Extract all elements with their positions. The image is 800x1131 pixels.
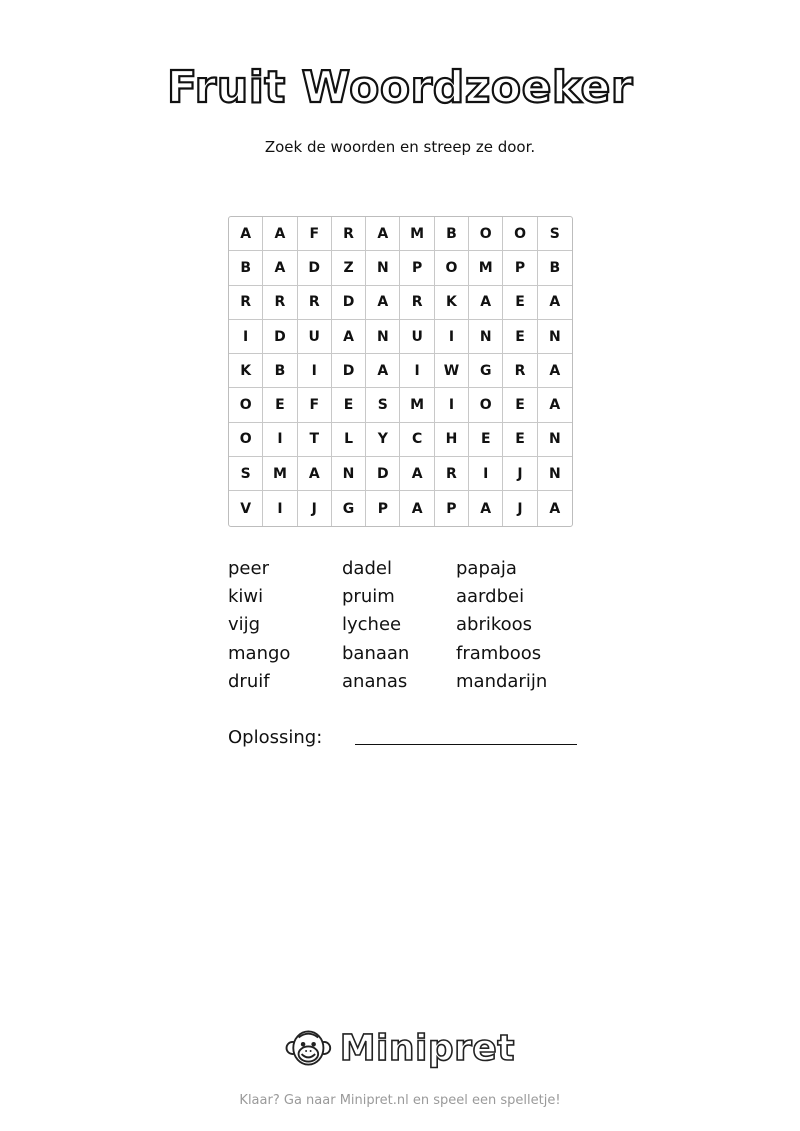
grid-cell[interactable]: I [435, 320, 469, 354]
grid-cell[interactable]: P [503, 251, 537, 285]
grid-cell[interactable]: F [298, 217, 332, 251]
grid-cell[interactable]: N [366, 251, 400, 285]
grid-cell[interactable]: B [435, 217, 469, 251]
word-item: dadel [342, 558, 392, 579]
word-item: papaja [456, 558, 517, 579]
word-item: mandarijn [456, 670, 548, 692]
grid-cell[interactable]: A [366, 217, 400, 251]
grid-cell[interactable]: B [538, 251, 572, 285]
grid-cell[interactable]: A [469, 491, 503, 525]
grid-cell[interactable]: E [263, 388, 297, 422]
grid-cell[interactable]: D [332, 286, 366, 320]
grid-cell[interactable]: A [400, 457, 434, 491]
grid-cell[interactable]: A [538, 354, 572, 388]
grid-cell[interactable]: D [366, 457, 400, 491]
grid-cell[interactable]: A [366, 354, 400, 388]
word-item: pruim [342, 586, 395, 608]
grid-cell[interactable]: J [298, 491, 332, 525]
monkey-icon [285, 1020, 332, 1076]
solution-answer-line [355, 744, 577, 745]
grid-cell[interactable]: O [469, 388, 503, 422]
grid-cell[interactable]: I [469, 457, 503, 491]
grid-cell[interactable]: S [366, 388, 400, 422]
word-item: mango [228, 642, 291, 664]
word-item: lychee [342, 614, 402, 636]
grid-cell[interactable]: M [400, 388, 434, 422]
footer-text: Klaar? Ga naar Minipret.nl en speel een spelletje! [239, 1093, 561, 1108]
grid-cell[interactable]: A [263, 251, 297, 285]
grid-cell[interactable]: D [298, 251, 332, 285]
grid-cell[interactable]: J [503, 457, 537, 491]
grid-cell[interactable]: P [400, 251, 434, 285]
grid-cell[interactable]: E [503, 286, 537, 320]
grid-cell[interactable]: K [435, 286, 469, 320]
grid-cell[interactable]: J [503, 491, 537, 525]
grid-cell[interactable]: D [332, 354, 366, 388]
grid-cell[interactable]: Z [332, 251, 366, 285]
grid-cell[interactable]: S [229, 457, 263, 491]
grid-cell[interactable]: A [298, 457, 332, 491]
word-item: aardbei [456, 586, 525, 608]
letter-grid [228, 216, 573, 527]
grid-cell[interactable]: Y [366, 423, 400, 457]
grid-cell[interactable]: U [400, 320, 434, 354]
grid-cell[interactable]: B [229, 251, 263, 285]
grid-cell[interactable]: I [229, 320, 263, 354]
grid-cell[interactable]: E [503, 423, 537, 457]
grid-cell[interactable]: C [400, 423, 434, 457]
grid-cell[interactable]: I [298, 354, 332, 388]
grid-cell[interactable]: N [469, 320, 503, 354]
grid-cell[interactable]: R [298, 286, 332, 320]
minipret-logo [285, 1018, 515, 1078]
grid-cell[interactable]: O [503, 217, 537, 251]
grid-cell[interactable]: I [263, 423, 297, 457]
grid-cell[interactable]: N [538, 320, 572, 354]
grid-cell[interactable]: U [298, 320, 332, 354]
grid-cell[interactable]: O [229, 423, 263, 457]
grid-cell[interactable]: W [435, 354, 469, 388]
word-item: framboos [456, 642, 542, 664]
grid-cell[interactable]: K [229, 354, 263, 388]
instructions: Zoek de woorden en streep ze door. [264, 138, 536, 156]
word-item: peer [228, 558, 269, 579]
grid-cell[interactable]: R [229, 286, 263, 320]
grid-cell[interactable]: M [263, 457, 297, 491]
grid-cell[interactable]: R [332, 217, 366, 251]
grid-cell[interactable]: E [469, 423, 503, 457]
word-item: druif [228, 670, 270, 692]
grid-cell[interactable]: N [366, 320, 400, 354]
grid-cell[interactable]: O [469, 217, 503, 251]
grid-cell[interactable]: R [503, 354, 537, 388]
grid-cell[interactable]: A [400, 491, 434, 525]
grid-cell[interactable]: B [263, 354, 297, 388]
grid-cell[interactable]: A [549, 500, 561, 517]
word-list [228, 558, 586, 699]
grid-cell[interactable]: D [263, 320, 297, 354]
grid-cell[interactable]: L [332, 423, 366, 457]
grid-cell[interactable]: G [469, 354, 503, 388]
word-item: abrikoos [456, 614, 533, 636]
grid-cell[interactable]: T [298, 423, 332, 457]
grid-cell[interactable]: E [503, 388, 537, 422]
grid-cell[interactable]: A [263, 217, 297, 251]
grid-cell[interactable]: I [263, 491, 297, 525]
grid-cell[interactable]: P [435, 491, 469, 525]
grid-cell[interactable]: R [400, 286, 434, 320]
grid-cell[interactable]: I [400, 354, 434, 388]
logo-text: Minipret [339, 1027, 515, 1069]
word-item: banaan [342, 642, 410, 664]
grid-cell[interactable]: H [435, 423, 469, 457]
grid-cell[interactable]: M [400, 217, 434, 251]
grid-cell[interactable]: N [538, 423, 572, 457]
grid-cell[interactable]: O [229, 388, 263, 422]
grid-cell[interactable]: A [366, 286, 400, 320]
grid-cell[interactable]: R [435, 457, 469, 491]
grid-cell[interactable]: R [263, 286, 297, 320]
grid-cell[interactable]: M [469, 251, 503, 285]
word-item: ananas [342, 670, 408, 692]
grid-cell[interactable]: A [469, 286, 503, 320]
grid-cell[interactable]: F [298, 388, 332, 422]
grid-cell[interactable]: O [435, 251, 469, 285]
grid-cell[interactable]: N [538, 457, 572, 491]
grid-cell[interactable]: P [366, 491, 400, 525]
word-item: vijg [228, 614, 261, 636]
grid-cell[interactable]: V [229, 491, 263, 525]
grid-cell[interactable]: N [332, 457, 366, 491]
grid-cell[interactable]: I [435, 388, 469, 422]
grid-cell[interactable]: E [503, 320, 537, 354]
page-title: Fruit Woordzoeker [166, 62, 634, 113]
grid-cell[interactable]: S [538, 217, 572, 251]
word-item: kiwi [228, 586, 264, 608]
grid-cell[interactable]: A [332, 320, 366, 354]
solution-label: Oplossing: [228, 727, 323, 748]
grid-cell[interactable]: G [332, 491, 366, 525]
grid-cell[interactable]: A [538, 388, 572, 422]
grid-cell[interactable]: E [332, 388, 366, 422]
grid-cell[interactable]: A [538, 286, 572, 320]
grid-cell[interactable]: A [229, 217, 263, 251]
